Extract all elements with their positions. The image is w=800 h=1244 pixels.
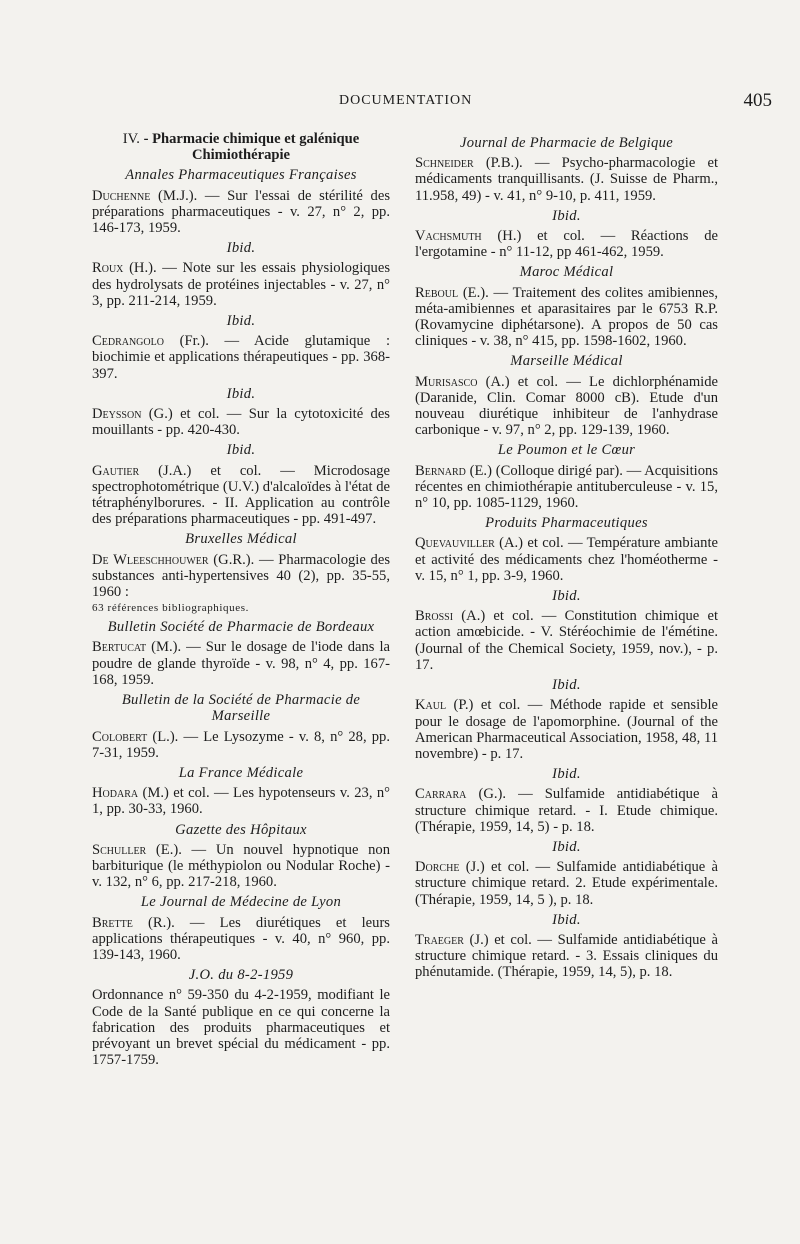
entry-text: (H.) et col. — Réactions de l'ergotamine - n° 11-12, pp 461-462, 1959.: [415, 228, 718, 261]
bibliography-entry: [415, 155, 718, 204]
entry-text: (G.R.). — Pharmacologie des substances anti-hypertensives 40 (2), pp. 35-55, 1960 :: [92, 551, 391, 601]
entry-text: (J.) et col. — Sulfamide antidiabétique à structure chimique retard. - 3. Essais cliniques du phénutamide. (Thérapie, 1959, 14, 5), p. 18.: [415, 931, 718, 981]
entry-author: Deysson: [92, 406, 142, 423]
bibliography-entry: [92, 842, 390, 891]
journal-subheading: Ibid.: [552, 207, 581, 224]
entry-author: Roux: [92, 260, 124, 277]
bibliography-entry: [415, 463, 718, 512]
entry-author: Schuller: [92, 841, 147, 858]
entry-text: (A.) et col. — Constitution chimique et action amœbicide. - V. Stéréochimie de l'émétine. (Journal of the Chemical Society, 1959, nov.), - p. 17.: [415, 608, 718, 673]
entry-author: Reboul: [415, 284, 459, 301]
journal-subheading: J.O. du 8-2-1959: [188, 967, 294, 984]
bibliography-entry: [415, 285, 718, 350]
entry-author: Dorche: [415, 859, 460, 876]
entry-author: Brette: [92, 914, 133, 931]
bibliography-entry: [92, 333, 390, 382]
journal-subheading: Ibid.: [552, 766, 581, 783]
entry-text: (A.) et col. — Température ambiante et activité des médicaments chez l'homéotherme - v. 15, n° 1, pp. 3-9, 1960.: [415, 535, 718, 584]
section-title: - Pharmacie chimique et galénique Chimiothérapie: [139, 131, 360, 164]
journal-subheading: Bulletin Société de Pharmacie de Bordeaux: [107, 619, 375, 636]
entry-text: (G.) et col. — Sur la cytotoxicité des mouillants - pp. 420-430.: [92, 406, 390, 439]
journal-subheading: Le Journal de Médecine de Lyon: [140, 894, 342, 911]
entry-author: Gautier: [92, 462, 140, 479]
journal-subheading: Ibid.: [226, 385, 256, 402]
bibliography-entry: [92, 987, 390, 1068]
bibliography-entry: [92, 188, 390, 237]
journal-subheading: Le Poumon et le Cœur: [497, 442, 636, 459]
entry-text: (E.) (Colloque dirigé par). — Acquisitions récentes en chimiothérapie antituberculeuse - v. 15, n° 10, pp. 1085-1129, 1960.: [415, 462, 718, 512]
entry-author: Murisasco: [415, 373, 478, 390]
journal-subheading: Ibid.: [552, 588, 581, 605]
journal-subheading: Ibid.: [226, 442, 256, 459]
journal-subheading: Maroc Médical: [519, 264, 614, 281]
running-head: DOCUMENTATION: [339, 93, 473, 108]
entry-text: (H.). — Note sur les essais physiologiques des hydrolysats de protéines injectables - v. 27, n° 3, pp. 211-214, 1959.: [92, 260, 390, 309]
bibliography-entry: [92, 463, 390, 528]
journal-subheading: Ibid.: [226, 240, 256, 257]
entry-author: Bernard: [415, 462, 466, 479]
bibliography-entry: [415, 859, 718, 908]
bibliography-entry: [415, 535, 718, 584]
page-header: [0, 90, 800, 113]
reference-note: 63 références bibliographiques.: [92, 602, 249, 615]
bibliography-entry: [92, 406, 390, 438]
bibliography-entry: [415, 228, 718, 260]
journal-subheading: Journal de Pharmacie de Belgique: [459, 135, 674, 151]
journal-subheading: Produits Pharmaceutiques: [485, 515, 648, 532]
entry-author: Colobert: [92, 728, 148, 745]
journal-subheading: La France Médicale: [178, 764, 304, 781]
bibliography-entry: [92, 260, 390, 309]
bibliography-entry: [415, 374, 718, 439]
entry-text: (M.). — Sur le dosage de l'iode dans la poudre de glande thyroïde - v. 98, n° 4, pp. 167-168, 1959.: [92, 639, 390, 688]
entry-text: (J.) et col. — Sulfamide antidiabétique à structure chimique retard. 2. Etude expérimentale. (Thérapie, 1959, 14, 5 ), p. 18.: [415, 859, 718, 908]
entry-text: (E.). — Un nouvel hypnotique non barbiturique (le méthypiolon ou Nodular Roche) - v. 132, n° 6, pp. 217-218, 1960.: [92, 841, 390, 891]
entry-text: (R.). — Les diurétiques et leurs applications thérapeutiques - v. 40, n° 960, pp. 139-143, 1960.: [92, 914, 390, 963]
entry-text: (E.). — Traitement des colites amibiennes, méta-amibiennes et aparasitaires par le 6753 R.P. (Rovamycine diphétarsone). A propos de 50 cas cliniques - v. 38, n° 415, pp. 1598-1602, 1960.: [415, 284, 718, 350]
bibliography-entry: [92, 552, 390, 601]
entry-author: Duchenne: [92, 187, 151, 204]
left-column: [92, 131, 390, 1072]
entry-author: Vachsmuth: [415, 228, 482, 245]
bibliography-entry: [415, 932, 718, 981]
entry-text: (L.). — Le Lysozyme - v. 8, n° 28, pp. 7-31, 1959.: [92, 728, 390, 761]
entry-text: (P.) et col. — Méthode rapide et sensible pour le dosage de l'apomorphine. (Journal of the American Pharmaceutical Association, 1958, 48, 11 novembre) - p. 17.: [415, 697, 718, 762]
bibliography-entry: [415, 786, 718, 835]
bibliography-entry: [92, 729, 390, 761]
entry-author: Schneider: [415, 155, 474, 172]
journal-subheading: Ibid.: [552, 838, 581, 855]
journal-subheading: Ibid.: [552, 911, 581, 928]
entry-author: Quevauviller: [415, 535, 495, 552]
entry-author: Cedrangolo: [92, 333, 164, 350]
entry-author: Brossi: [415, 608, 454, 625]
entry-author: De Wleeschhouwer: [92, 551, 209, 568]
bibliography-entry: [92, 915, 390, 964]
journal-subheading: Marseille Médical: [510, 353, 623, 370]
page-number: 405: [743, 90, 772, 111]
entry-text: (P.B.). — Psycho-pharmacologie et médicaments tranquillisants. (J. Suisse de Pharm., 11.958, 49) - v. 41, n° 9-10, p. 411, 1959.: [415, 155, 718, 204]
bibliography-entry: [415, 608, 718, 673]
entry-text: (M.) et col. — Les hypotenseurs v. 23, n° 1, pp. 30-33, 1960.: [92, 785, 390, 818]
section-number: IV.: [122, 131, 140, 147]
entry-author: Kaul: [415, 697, 447, 714]
journal-subheading: Bulletin de la Société de Pharmacie de Marseille: [121, 692, 361, 725]
bibliography-entry: [92, 639, 390, 688]
entry-author: Bertucat: [92, 639, 147, 656]
journal-subheading: Annales Pharmaceutiques Françaises: [125, 167, 357, 184]
entry-text: Ordonnance n° 59-350 du 4-2-1959, modifiant le Code de la Santé publique en ce qui concerne la fabrication des produits pharmaceutiques et prévoyant un brevet spécial du médicament - pp. 1757-1759.: [92, 987, 390, 1069]
journal-subheading: Gazette des Hôpitaux: [175, 821, 307, 838]
journal-subheading: Ibid.: [226, 313, 256, 330]
journal-subheading: Ibid.: [552, 677, 581, 694]
right-column: [415, 131, 718, 985]
bibliography-entry: [415, 697, 718, 762]
entry-text: (M.J.). — Sur l'essai de stérilité des préparations pharmaceutiques - v. 27, n° 2, pp. 146-173, 1959.: [92, 187, 390, 237]
entry-author: Carrara: [415, 786, 467, 803]
entry-author: Hodara: [92, 785, 139, 802]
bibliography-entry: [92, 785, 390, 817]
journal-subheading: Bruxelles Médical: [185, 531, 297, 548]
entry-author: Traeger: [415, 931, 464, 948]
entry-text: (Fr.). — Acide glutamique : biochimie et applications thérapeutiques - pp. 368-397.: [92, 333, 390, 382]
entry-text: (G.). — Sulfamide antidiabétique à structure chimique retard. - I. Etude chimique. (Thérapie, 1959, 14, 5) - p. 18.: [415, 786, 718, 835]
entry-text: (J.A.) et col. — Microdosage spectrophotométrique (U.V.) d'alcaloïdes à l'état de tétraphénylborures. - II. Application au contrôle des préparations pharmaceutiques - pp. 491-497.: [92, 462, 390, 528]
section-heading: [92, 131, 390, 163]
entry-text: (A.) et col. — Le dichlorphénamide (Daranide, Clin. Comar 8000 cB). Etude d'un nouveau diurétique inhibiteur de l'anhydrase carbonique - v. 97, n° 2, pp. 129-139, 1960.: [415, 373, 718, 439]
